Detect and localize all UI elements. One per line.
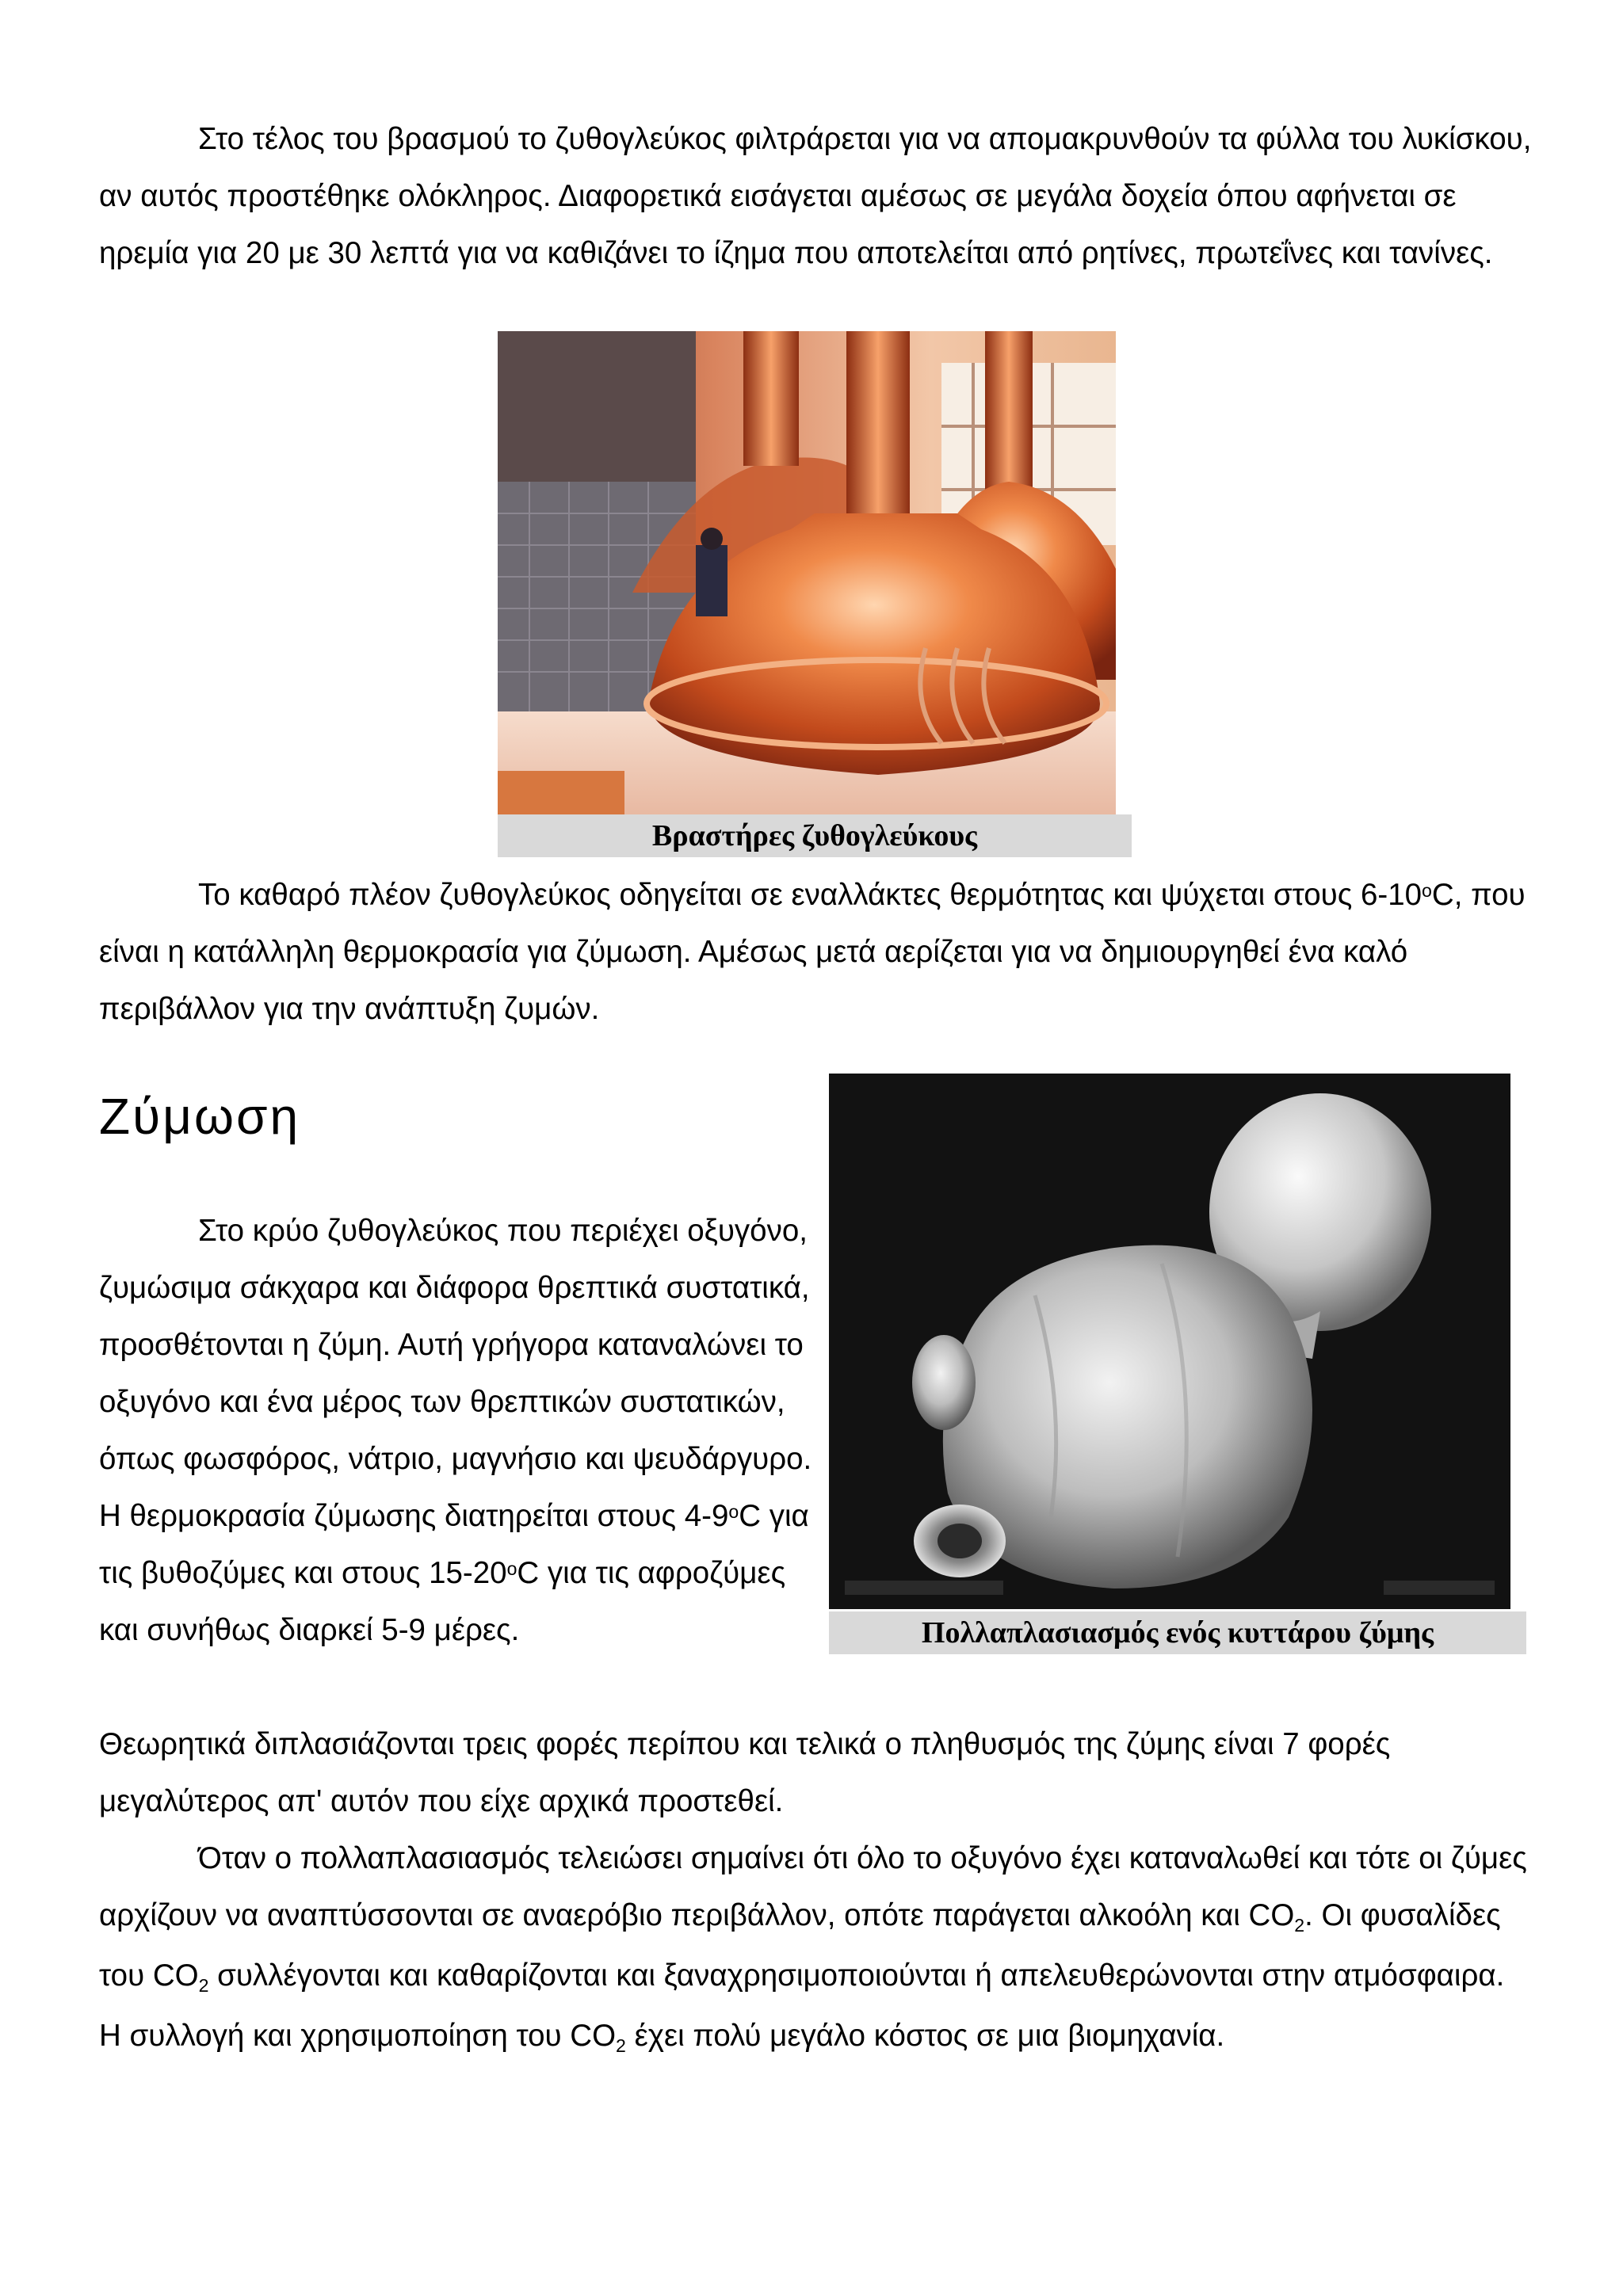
figure-caption-yeast-cell: Πολλαπλασιασμός ενός κυττάρου ζύμης [829,1611,1526,1654]
brew-kettles-photo [498,331,1116,814]
figure-caption-brew-kettles: Βραστήρες ζυθογλεύκους [498,814,1132,857]
paragraph-fermentation: Στο κρύο ζυθογλεύκος που περιέχει οξυγόνο, ζυμώσιμα σάκχαρα και διάφορα θρεπτικά συστατικά, προσθέτονται η ζύμη. Αυτή γρήγορα καταναλώνει το οξυγόνο και ένα μέρος των θρεπτικών συστατικών, όπως φωσφόρος, νάτριο, μαγνήσιο και ψευδάργυρο. Η θερμοκρασία ζύμωσης διατηρείται στους 4-9$^o$C για τις βυθοζύμες και στους 15-20$^o$C για τις αφροζύμες και συνήθως διαρκεί 5-9 μέρες. [99,1214,812,1647]
section-heading-fermentation: Ζύμωση [99,1088,301,1145]
paragraph-intro: Στο τέλος του βρασμού το ζυθογλεύκος φιλτράρεται για να απομακρυνθούν τα φύλλα του λυκίσκου, αν αυτός προστέθηκε ολόκληρος. Διαφορετικά εισάγεται αμέσως σε μεγάλα δοχεία όπου αφήνεται σε ηρεμία για 20 με 30 λεπτά για να καθιζάνει το ίζημα που αποτελείται από ρητίνες, πρωτεΐνες και τανίνες. [99,122,1532,270]
paragraph-cooling: Το καθαρό πλέον ζυθογλεύκος οδηγείται σε εναλλάκτες θερμότητας και ψύχεται στους 6-10$^o$C, που είναι η κατάλληλη θερμοκρασία για ζύμωση. Αμέσως μετά αερίζεται για να δημιουργηθεί ένα καλό περιβάλλον για την ανάπτυξη ζυμών. [99,878,1526,1026]
yeast-cell-micrograph [829,1074,1510,1609]
paragraph-anaerobic: Όταν ο πολλαπλασιασμός τελειώσει σημαίνει ότι όλο το οξυγόνο έχει καταναλωθεί και τότε οι ζύμες αρχίζουν να αναπτύσσονται σε αναερόβιο περιβάλλον, οπότε παράγεται αλκοόλη και $CO_2$. Οι φυσαλίδες του $CO_2$ συλλέγονται και καθαρίζονται και ξαναχρησιμοποιούνται ή απελευθερώνονται στην ατμόσφαιρα. Η συλλογή και χρησιμοποίηση του $CO_2$ έχει πολύ μεγάλο κόστος σε μια βιομηχανία. [99,1841,1527,2056]
paragraph-fermentation-continued: Θεωρητικά διπλασιάζονται τρεις φορές περίπου και τελικά ο πληθυσμός της ζύμης είναι 7 φορές μεγαλύτερος απ' αυτόν που είχε αρχικά προστεθεί. [99,1727,1391,1818]
